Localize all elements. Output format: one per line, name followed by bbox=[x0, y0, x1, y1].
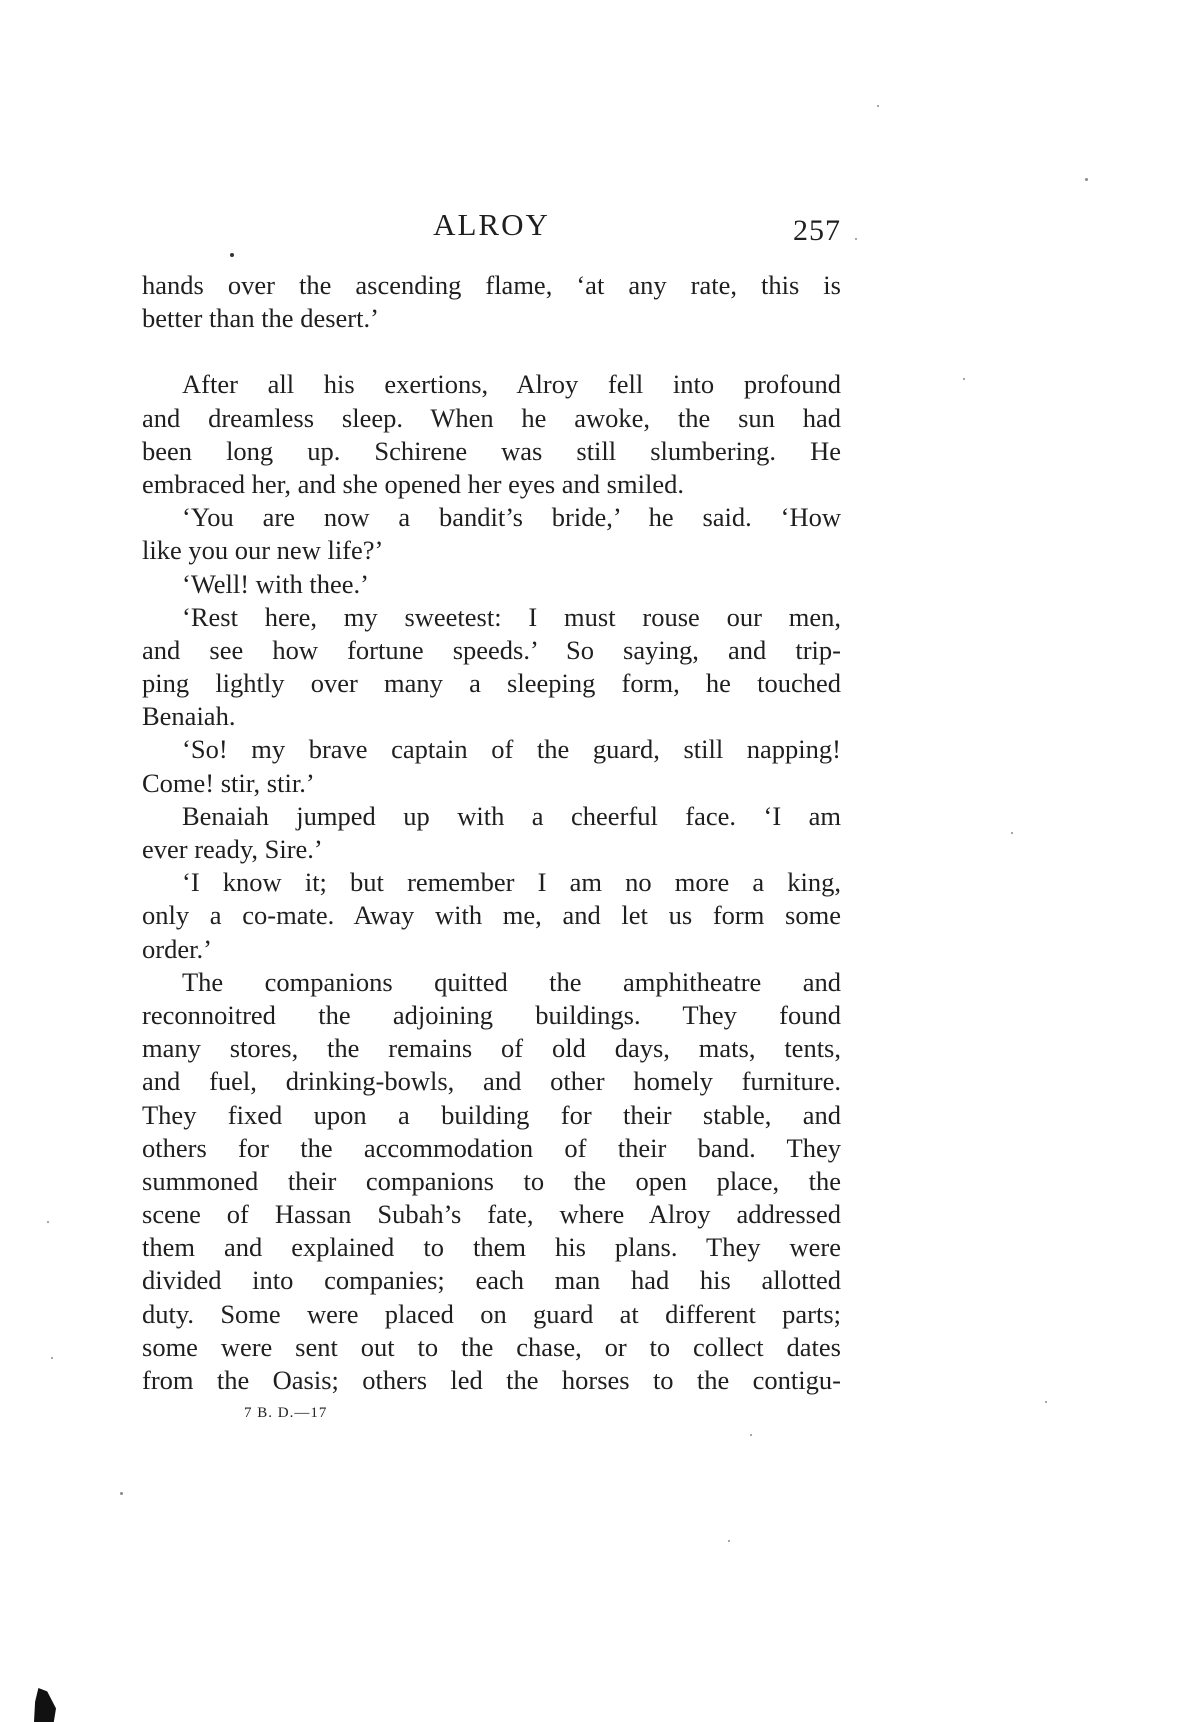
text-line: ‘Well! with thee.’ bbox=[182, 568, 369, 599]
scan-speck bbox=[855, 238, 857, 240]
scan-speck bbox=[47, 1221, 49, 1223]
scan-speck bbox=[230, 253, 234, 257]
scan-speck bbox=[1045, 1401, 1047, 1403]
text-line: Come! stir, stir.’ bbox=[142, 767, 315, 798]
text-line: many stores, the remains of old days, mats, tents, bbox=[142, 1033, 841, 1064]
section-break bbox=[142, 335, 841, 368]
text-line: ‘I know it; but remember I am no more a king, bbox=[182, 867, 841, 898]
text-line: and fuel, drinking-bowls, and other homely furniture. bbox=[142, 1066, 841, 1097]
text-line: only a co-mate. Away with me, and let us form some bbox=[142, 900, 841, 931]
text-line: and dreamless sleep. When he awoke, the sun had bbox=[142, 402, 841, 433]
text-line: order.’ bbox=[142, 933, 212, 964]
text-line: better than the desert.’ bbox=[142, 303, 379, 334]
text-line: ‘Rest here, my sweetest: I must rouse our men, bbox=[182, 601, 841, 632]
text-line: like you our new life?’ bbox=[142, 535, 384, 566]
scan-speck bbox=[1085, 178, 1088, 181]
text-line: embraced her, and she opened her eyes and smiled. bbox=[142, 468, 684, 499]
scan-speck bbox=[877, 105, 879, 107]
text-line: from the Oasis; others led the horses to the contigu- bbox=[142, 1365, 841, 1395]
text-line: scene of Hassan Subah’s fate, where Alroy addressed bbox=[142, 1199, 841, 1230]
text-line: ping lightly over many a sleeping form, he touched bbox=[142, 668, 841, 699]
text-line: them and explained to them his plans. They were bbox=[142, 1232, 841, 1263]
scan-speck bbox=[728, 1540, 730, 1542]
text-line: and see how fortune speeds.’ So saying, and trip- bbox=[142, 634, 841, 665]
scan-speck bbox=[750, 1434, 752, 1436]
scan-speck bbox=[120, 1492, 123, 1495]
scan-speck bbox=[1011, 832, 1013, 834]
text-line: Benaiah. bbox=[142, 701, 236, 732]
text-line: ‘So! my brave captain of the guard, still napping! bbox=[182, 734, 841, 765]
running-title: ALROY bbox=[433, 207, 550, 242]
text-line: duty. Some were placed on guard at different parts; bbox=[142, 1298, 841, 1329]
text-line: They fixed upon a building for their stable, and bbox=[142, 1099, 841, 1130]
scan-speck bbox=[51, 1357, 53, 1359]
text-line: ‘You are now a bandit’s bride,’ he said. ‘How bbox=[182, 502, 841, 533]
page-number: 257 bbox=[793, 214, 841, 247]
scan-speck bbox=[963, 378, 965, 380]
printer-signature-mark: 7 B. D.—17 bbox=[244, 1405, 328, 1421]
scan-corner-mark bbox=[34, 1688, 56, 1722]
text-line: summoned their companions to the open place, the bbox=[142, 1165, 841, 1196]
text-line: After all his exertions, Alroy fell into profound bbox=[182, 369, 841, 400]
text-line: some were sent out to the chase, or to collect dates bbox=[142, 1331, 841, 1362]
text-line: hands over the ascending flame, ‘at any rate, this is bbox=[142, 270, 841, 300]
text-line: reconnoitred the adjoining buildings. They found bbox=[142, 999, 841, 1030]
text-line: been long up. Schirene was still slumbering. He bbox=[142, 435, 841, 466]
text-line: The companions quitted the amphitheatre and bbox=[182, 966, 841, 997]
text-line: divided into companies; each man had his allotted bbox=[142, 1265, 841, 1296]
text-line: others for the accommodation of their band. They bbox=[142, 1132, 841, 1163]
page-header bbox=[142, 200, 841, 250]
text-line: ever ready, Sire.’ bbox=[142, 834, 323, 864]
body-text bbox=[142, 269, 841, 1397]
text-line: Benaiah jumped up with a cheerful face. ‘I am bbox=[182, 800, 841, 831]
